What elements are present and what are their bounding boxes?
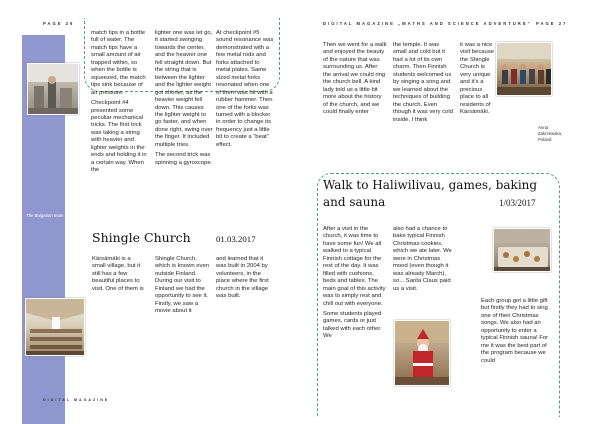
santa-claus-photo — [394, 320, 450, 386]
church-column-3: it was a nice visit because the Shingle Church is very unique and it’s a precious place to all residents of Kärsämäki. — [460, 42, 495, 116]
sidebar-label: The Bulgarian team — [26, 213, 64, 218]
baking-cookies-photo-art — [494, 229, 551, 272]
article-column-3 — [216, 30, 274, 152]
haliwilivau-column-1-paragraph-1: After a visit in the church, it was time to have some fun! We all walked to a typical Finnish cottage for the rest of the day. It was filled with cushions, beds and tables. The main goal of this activity was to simply rest and chill out with everyone. — [323, 226, 386, 307]
baking-cookies-photo — [493, 228, 551, 272]
shingle-column-1: Kärsämäki is a small village, but it still has a few beautiful places to visit. One of them is — [92, 256, 144, 292]
haliwilivau-title-line-2: and sauna — [323, 195, 386, 209]
article-column-1 — [91, 30, 149, 178]
shingle-column-3: and learned that it was built in 2004 by volunteers, in the place where the first church in the village was built. — [216, 256, 269, 300]
church-column-2: the temple. It was small and cold but it had a lot of its own charm. Then Finnish students welcomed us by singing a song and we learned about the techniques of building the church. Even though it was very cold inside, I think — [393, 42, 453, 123]
church-column-1: Then we went for a walk and enjoyed the beauty of the nature that was surrounding us. After the arrival we could ring the church bell. A kind lady told us a little bit more about the history of the church, and we could finally enter — [323, 42, 387, 116]
haliwilivau-column-3: Each group got a little gift but firstly they had to sing one of their Christmas songs. We also had an opportunity to enter a typical Finnish sauna! For me it was the best part of the program because we could — [481, 298, 549, 364]
haliwilivau-column-1-paragraph-2: Some students played games, cards or just talked with each other. We — [323, 310, 382, 340]
right-page-number: PAGE 27 — [536, 21, 568, 26]
bulgarian-team-photo — [27, 63, 79, 115]
left-page-number: PAGE 26 — [43, 21, 75, 26]
shingle-church-interior-art — [26, 299, 85, 356]
bulgarian-team-photo-art — [28, 64, 79, 115]
column-1-paragraph-2: Checkpoint #4 presented some peculiar mechanical tricks. The first trick was taking a string with heavier and lighter weights in the ends and holding it in a certain way. When the — [91, 100, 147, 174]
article-column-2 — [155, 30, 213, 170]
shingle-column-2: Shingle Church, which is known even outside Finland. During our visit to Finland we had the opportunity to see it. Firstly, we saw a movie about it — [155, 256, 210, 315]
haliwilivau-title-line-1: Walk to Haliwilivau, games, baking — [323, 178, 538, 192]
santa-claus-photo-art — [395, 321, 450, 386]
group-photo-art — [497, 43, 552, 96]
column-1-paragraph-1: match tips in a bottle full of water. The match tips have a small amount of air trapped within, so when the bottle is squeezed, the match tips sink because of air pressure. — [91, 30, 146, 96]
haliwilivau-column-1 — [323, 226, 387, 344]
group-photo — [496, 42, 552, 96]
column-2-paragraph-1: lighter one was let go, it started swinging towards the center, and the heavier one fell straight down. But the string that is between the lighter and the lighter weight got shorter, as the heavier weight fell down. This causes the lighter weight to go faster, and when done right, swing over the finger. It included multiple tries. — [155, 30, 213, 148]
haliwilivau-date: 1/03/2017 — [499, 198, 536, 208]
shingle-church-interior-photo — [25, 298, 85, 356]
footer-label: DIGITAL MAGAZINE — [43, 398, 110, 402]
column-3-paragraph-1: At checkpoint #5 sound resonance was demonstrated with a few metal rods and forks attached to metal plates. Same sized metal forks resonated when one of them was hit with a rubber hammer. Then one of the forks was turned with a blocker in order to change its frequency just a little bit to create a “beat” effect. — [216, 30, 274, 148]
column-2-paragraph-2: The second trick was spinning a gyroscope. — [155, 152, 213, 166]
shingle-church-date: 01.03.2017 — [216, 234, 256, 244]
haliwilivau-column-2: also had a chance to bake typical Finnish Christmas cookies, which we ate later. We were in Christmas mood (even though it was already March), so... Santa Claus paid us a visit. — [393, 226, 452, 292]
photo-caption: Anna Zakrzewska, Poland — [538, 125, 563, 142]
magazine-title: DIGITAL MAGAZINE „MATHS AND SCIENCE ADVENTURE“ — [323, 21, 532, 26]
shingle-church-title: Shingle Church — [92, 230, 191, 245]
